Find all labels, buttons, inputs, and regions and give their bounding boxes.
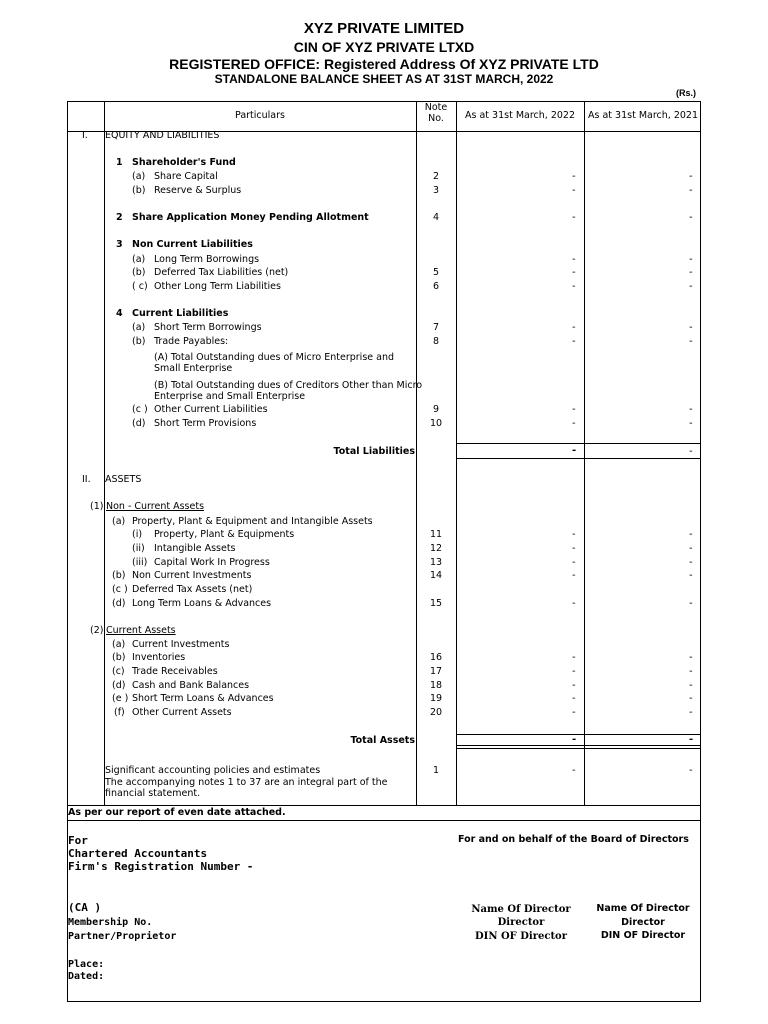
dated-label: Dated: [68,971,105,982]
row-key: (e ) [112,693,129,704]
row-key: (b) [112,652,126,663]
row-key: (iii) [132,557,148,568]
row-s4-no: 4 [116,308,123,319]
row-key: (1) [90,501,104,512]
col-2022: As at 31st March, 2022 [465,110,575,121]
value-2021: - [689,557,693,568]
place-label: Place: [68,959,105,970]
row-other-current-assets: Other Current Assets [132,707,232,718]
row-share-application-money: Share Application Money Pending Allotment [132,212,369,223]
director-2-din: DIN OF Director [600,930,686,941]
value-2021: - [689,336,693,347]
value-2021: - [689,570,693,581]
row-short-term-provisions: Short Term Provisions [154,418,257,429]
row-share-capital: Share Capital [154,171,218,182]
membership-no: Membership No. [68,917,153,928]
value-2021: - [689,693,693,704]
value-2022: - [572,680,576,691]
director-2-title: Director [621,917,665,928]
section-roman-1: I. [82,130,88,141]
row-key: (b) [132,267,146,278]
row-ppe: Property, Plant & Equipments [154,529,295,540]
note-no: 13 [430,557,443,568]
value-2021: - [689,666,693,677]
row-key: (2) [90,625,104,636]
note-no: 8 [432,336,440,347]
row-other-current-liabilities: Other Current Liabilities [154,404,268,415]
value-2022: - [572,543,576,554]
total-assets-2021: - [689,734,694,745]
value-2022: - [572,570,576,581]
total-liabilities-2022: - [572,445,577,456]
row-key: (a) [112,516,126,527]
note-no: 16 [430,652,443,663]
company-name: XYZ PRIVATE LIMITED [303,20,465,37]
col-note-no: Note No. [424,102,448,124]
note-no: 10 [430,418,443,429]
note-no: 11 [430,529,443,540]
row-s1-no: 1 [116,157,123,168]
row-non-current-investments: Non Current Investments [132,570,252,581]
currency-unit: (Rs.) [676,88,696,98]
row-key: (ii) [132,543,145,554]
value-2021: - [689,254,693,265]
row-key: (a) [132,171,146,182]
row-trade-payables-others: (B) Total Outstanding dues of Creditors Other than Micro [154,380,423,391]
row-key: (a) [132,322,146,333]
row-key: (c ) [112,584,128,595]
total-assets-label: Total Assets [350,735,415,746]
row-key: (b) [112,570,126,581]
row-trade-payables-others-cont: Enterprise and Small Enterprise [154,391,306,402]
row-trade-receivables: Trade Receivables [132,666,218,677]
row-deferred-tax-assets: Deferred Tax Assets (net) [132,584,253,595]
value-2022: - [572,185,576,196]
note-no: 17 [430,666,443,677]
row-key: (b) [132,185,146,196]
section-roman-2: II. [82,474,91,485]
row-s2-no: 2 [116,212,123,223]
row-reserve-surplus: Reserve & Surplus [154,185,242,196]
row-long-term-loans: Long Term Loans & Advances [132,598,272,609]
value-2021: - [689,543,693,554]
total-liabilities-2021: - [689,446,693,457]
value-2021: - [689,267,693,278]
value-2022: - [572,212,576,223]
row-trade-payables-msme: (A) Total Outstanding dues of Micro Enterprise and [154,352,395,363]
row-key: (b) [132,336,146,347]
director-1-din: DIN OF Director [474,931,567,942]
row-current-investments: Current Investments [132,639,230,650]
note-no: 9 [432,404,440,415]
value-2021: - [689,404,693,415]
sheet-subtitle: STANDALONE BALANCE SHEET AS AT 31ST MARCH, 2022 [214,72,554,86]
report-reference: As per our report of even date attached. [68,807,286,818]
note-no: 6 [432,281,440,292]
notes-financial-statement: financial statement. [105,788,201,799]
note-no: 20 [430,707,443,718]
row-intangible-assets: Intangible Assets [154,543,236,554]
note-no: 2 [432,171,440,182]
value-2022: - [572,598,576,609]
value-2022: - [572,418,576,429]
director-1-name: Name Of Director [471,904,571,915]
ca-label: (CA ) [68,901,102,914]
row-cwip: Capital Work In Progress [154,557,270,568]
value-2021: - [689,598,693,609]
director-1-title: Director [497,917,545,928]
note-no: 15 [430,598,443,609]
notes-integral-part: The accompanying notes 1 to 37 are an integral part of the [105,777,388,788]
note-no: 14 [430,570,443,581]
value-2022: - [572,267,576,278]
value-2022: - [572,693,576,704]
partner-proprietor: Partner/Proprietor [68,931,177,942]
chartered-accountants: Chartered Accountants [68,847,208,860]
row-key: (f) [114,707,125,718]
col-particulars: Particulars [235,110,285,121]
row-other-long-term-liabilities: Other Long Term Liabilities [154,281,281,292]
note-no: 5 [432,267,440,278]
value-2021: - [689,281,693,292]
row-cash-bank: Cash and Bank Balances [132,680,250,691]
value-2022: - [572,254,576,265]
row-key: (d) [132,418,146,429]
value-2022: - [572,281,576,292]
total-liabilities-label: Total Liabilities [333,446,415,457]
row-key: (a) [112,639,126,650]
value-2022: - [572,666,576,677]
note-no: 12 [430,543,443,554]
section-equity-liabilities: EQUITY AND LIABILITIES [105,130,220,141]
director-2-name: Name Of Director [596,903,690,914]
row-current-assets: Current Assets [106,625,176,636]
cin-line: CIN OF XYZ PRIVATE LTXD [293,39,475,55]
balance-sheet-table [67,101,701,1002]
note-no: 3 [432,185,440,196]
value-2021: - [689,418,693,429]
value-2021: - [689,652,693,663]
for-label: For [68,834,88,847]
value-2022: - [572,652,576,663]
firm-registration-number: Firm's Registration Number - [68,860,254,873]
row-key: (c) [112,666,125,677]
value-2022: - [572,707,576,718]
row-key: (a) [132,254,146,265]
row-non-current-assets: Non - Current Assets [106,501,205,512]
row-short-term-loans: Short Term Loans & Advances [132,693,274,704]
value-2022: - [572,322,576,333]
col-2021: As at 31st March, 2021 [588,110,698,121]
row-non-current-liabilities: Non Current Liabilities [132,239,253,250]
note-no: 7 [432,322,440,333]
row-inventories: Inventories [132,652,186,663]
value-2021: - [689,171,693,182]
row-key: (i) [132,529,143,540]
row-key: (d) [112,680,126,691]
note-no: 4 [432,212,440,223]
row-long-term-borrowings: Long Term Borrowings [154,254,260,265]
note-no: 19 [430,693,443,704]
value-2021: - [689,529,693,540]
row-key: (d) [112,598,126,609]
row-trade-payables-msme-cont: Small Enterprise [154,363,233,374]
value-2021: - [689,765,693,776]
value-2022: - [572,171,576,182]
row-key: ( c) [132,281,148,292]
value-2021: - [689,707,693,718]
registered-office: REGISTERED OFFICE: Registered Address Of XYZ PRIVATE LTD [169,56,599,72]
row-deferred-tax-liabilities: Deferred Tax Liabilities (net) [154,267,289,278]
value-2022: - [572,765,576,776]
row-current-liabilities: Current Liabilities [132,308,229,319]
notes-accounting-policies: Significant accounting policies and estimates [105,765,321,776]
section-assets: ASSETS [105,474,142,485]
value-2022: - [572,404,576,415]
row-ppe-intangible: Property, Plant & Equipment and Intangible Assets [132,516,373,527]
value-2021: - [689,680,693,691]
row-shareholders-fund: Shareholder's Fund [132,157,236,168]
value-2021: - [689,185,693,196]
row-short-term-borrowings: Short Term Borrowings [154,322,262,333]
note-no: 1 [432,765,440,776]
value-2022: - [572,529,576,540]
value-2021: - [689,322,693,333]
value-2022: - [572,557,576,568]
total-assets-2022: - [572,734,577,745]
row-key: (c ) [132,404,148,415]
value-2021: - [689,212,693,223]
value-2022: - [572,336,576,347]
board-of-directors: For and on behalf of the Board of Directors [458,834,689,845]
note-no: 18 [430,680,443,691]
row-s3-no: 3 [116,239,123,250]
row-trade-payables: Trade Payables: [154,336,229,347]
